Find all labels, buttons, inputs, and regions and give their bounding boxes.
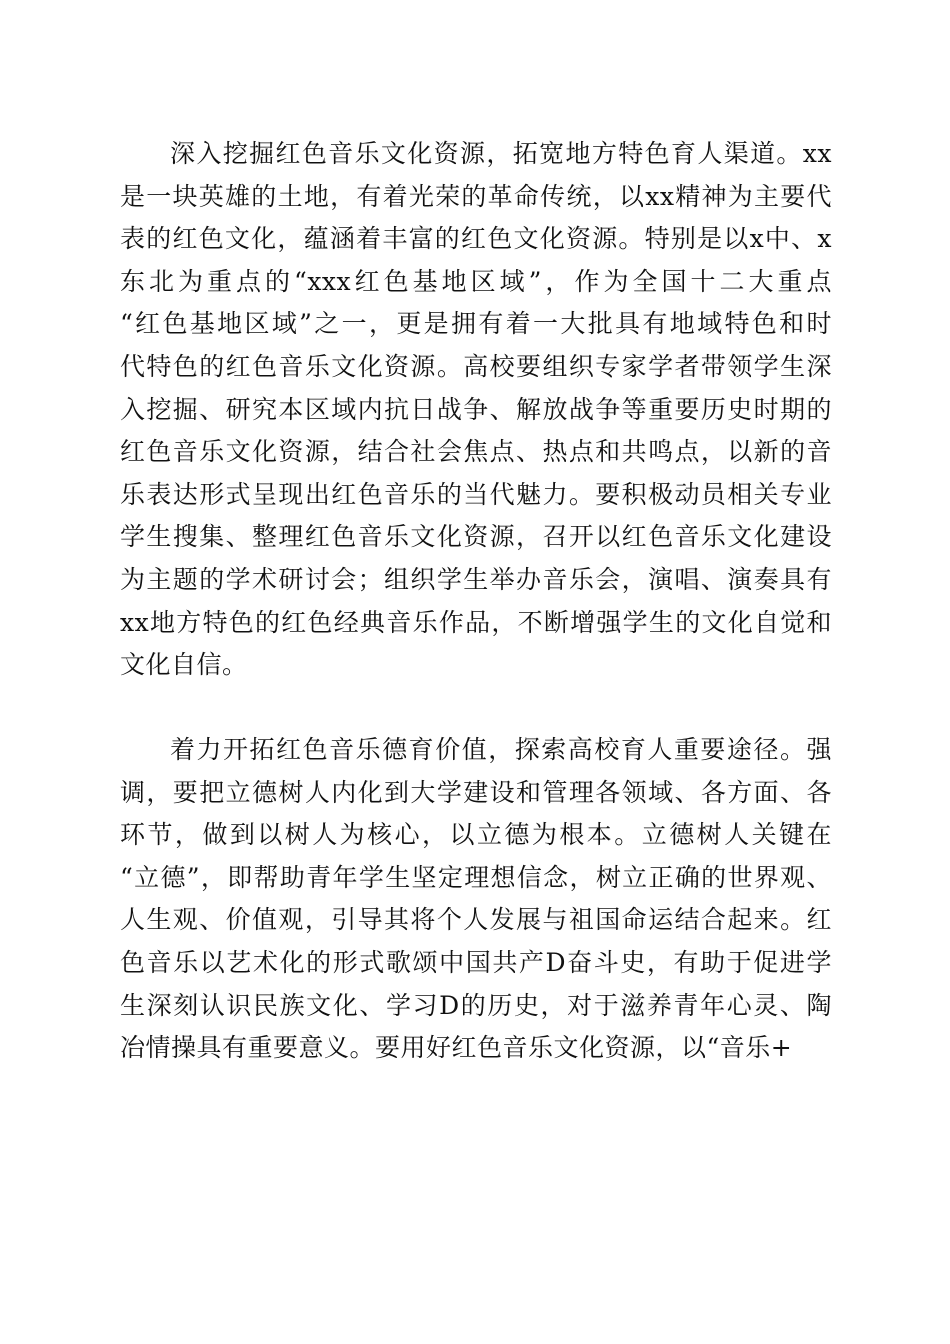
- paragraph-line: 代特色的红色音乐文化资源。高校要组织专家学者带领学生深: [120, 351, 832, 381]
- paragraph-line: “立德”，即帮助青年学生坚定理想信念，树立正确的世界观、: [120, 862, 832, 892]
- paragraph-line: 文化自信。: [120, 650, 248, 680]
- paragraph-line: 入挖掘、研究本区域内抗日战争、解放战争等重要历史时期的: [120, 394, 832, 424]
- paragraph-line: 环节，做到以树人为核心，以立德为根本。立德树人关键在: [120, 820, 832, 850]
- paragraph-red-music-resources: [120, 133, 832, 687]
- paragraph-line: 学生搜集、整理红色音乐文化资源，召开以红色音乐文化建设: [120, 522, 832, 552]
- paragraph-line: 红色音乐文化资源，结合社会焦点、热点和共鸣点，以新的音: [120, 437, 832, 467]
- paragraph-line: 色音乐以艺术化的形式歌颂中国共产D奋斗史，有助于促进学: [120, 947, 832, 977]
- paragraph-line: 深入挖掘红色音乐文化资源，拓宽地方特色育人渠道。xx: [170, 139, 832, 168]
- paragraph-line: 着力开拓红色音乐德育价值，探索高校育人重要途径。强: [170, 735, 832, 764]
- paragraph-line: 调，要把立德树人内化到大学建设和管理各领域、各方面、各: [120, 777, 832, 807]
- paragraph-line: 人生观、价值观，引导其将个人发展与祖国命运结合起来。红: [120, 905, 832, 935]
- paragraph-line: 生深刻认识民族文化、学习D的历史，对于滋养青年心灵、陶: [120, 990, 832, 1020]
- paragraph-line: 是一块英雄的土地，有着光荣的革命传统，以xx精神为主要代: [120, 181, 832, 211]
- paragraph-line: 东北为重点的“xxx红色基地区域”，作为全国十二大重点: [120, 266, 832, 296]
- paragraph-line: 乐表达形式呈现出红色音乐的当代魅力。要积极动员相关专业: [120, 479, 832, 509]
- paragraph-line: 表的红色文化，蕴涵着丰富的红色文化资源。特别是以x中、x: [120, 224, 832, 254]
- paragraph-line: xx地方特色的红色经典音乐作品，不断增强学生的文化自觉和: [120, 607, 832, 637]
- paragraph-line: 为主题的学术研讨会；组织学生举办音乐会，演唱、演奏具有: [120, 564, 832, 594]
- paragraph-moral-education-value: [120, 729, 832, 1070]
- paragraph-line: “红色基地区域”之一，更是拥有着一大批具有地域特色和时: [120, 309, 832, 339]
- paragraph-line: 冶情操具有重要意义。要用好红色音乐文化资源，以“音乐+: [120, 1033, 793, 1063]
